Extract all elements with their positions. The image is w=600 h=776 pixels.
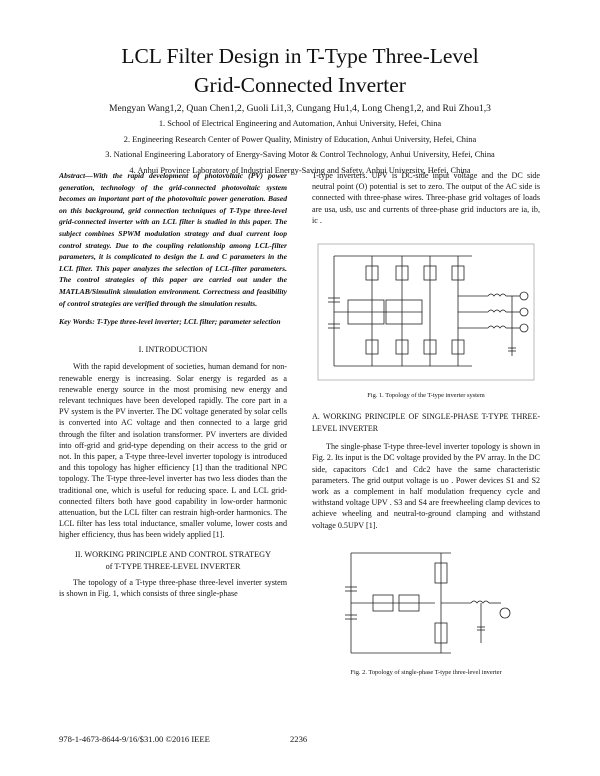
introduction-paragraph: With the rapid development of societies, human demand for non-renewable energy is increasing. Solar energy is regarded as a renewable energy source in the most promising new energy and relevant techniques have been developed rapidly. The core part in a PV system is the PV inverter. The DC voltage generated by solar cells is converted into AC voltage and then connected to a large grid through the filter and isolation transformer. PV inverters are divided into off-grid and grid-type depending on their access to the grid or not. In this paper, a T-type three-level inverter topology is introduced and this topology has higher efficiency [1] than the traditional NPC topology. The T-type three-level inverter has two less diodes than the traditional one, which is useful for reducing space. L and LCL grid-connected filters both have good capability in low-order harmonic attenuation, but the LCL filter can restrain high-order harmonics. The LCL filter has less total inductance, smaller volume, lower costs and higher efficiency, thus has been widely applied [1]. [59, 362, 287, 540]
right-paragraph-1: T-type inverters. UPV is DC-side input voltage and the DC side neutral point (O) potential is set to zero. The output of the AC side is connected with three-phase wires. Three-phase grid voltages of loads are usa, usb, usc and currents of three-phase grid inductors are ia, ib, ic . [312, 171, 540, 225]
subsection-a-heading: A. WORKING PRINCIPLE OF SINGLE-PHASE T-TYPE THREE-LEVEL INVERTER [312, 412, 540, 434]
right-column [312, 170, 540, 688]
abstract: Abstract—With the rapid development of photovoltaic (PV) power generation, technology of the grid-connected photovoltaic system becomes an important part of the photovoltaic power generation. Based on this background, grid connection techniques of T-Type three-level grid-connected inverter with an LCL filter is studied in this paper. The subject combines SPWM modulation strategy and dual current loop control strategy. Due to the coupling relationship among LCL-filter parameters, it is complicated to design the L and C parameters in the LCL filter. This paper analyzes the selection of LCL-filter parameters. The control strategies of this paper are carried out under the MATLAB/Simulink simulation environment. Correctness and feasibility of control strategies are verified through the simulation results. [59, 171, 287, 308]
figure-1-three-phase-topology [312, 236, 540, 386]
section-2-paragraph: The topology of a T-type three-phase three-level inverter system is shown in Fig. 1, which consists of three single-phase [59, 577, 287, 598]
left-column [59, 170, 287, 599]
keywords: Key Words: T-Type three-level inverter; LCL filter; parameter selection [59, 317, 281, 327]
title-line-1: LCL Filter Design in T-Type Three-Level [121, 44, 479, 68]
affiliation-2: 2. Engineering Research Center of Power Quality, Ministry of Education, Anhui University, Hefei, China [123, 134, 477, 144]
figure-2-single-phase-topology [331, 543, 521, 663]
section-2-heading-line-2: of T-TYPE THREE-LEVEL INVERTER [105, 561, 241, 571]
paper-title [0, 42, 600, 100]
author-list: Mengyan Wang1,2, Quan Chen1,2, Guoli Li1,3, Cungang Hu1,4, Long Cheng1,2, and Rui Zhou1,3 [109, 103, 491, 114]
affiliation-1: 1. School of Electrical Engineering and Automation, Anhui University, Hefei, China [158, 119, 442, 128]
section-2-heading [59, 549, 287, 573]
affiliation-3: 3. National Engineering Laboratory of Energy-Saving Motor & Control Technology, Anhui University, Hefei, China [105, 150, 495, 159]
right-paragraph-2: The single-phase T-type three-level inverter topology is shown in Fig. 2. Its input is the DC voltage provided by the PV array. In the DC side, capacitors Cdc1 and Cdc2 have the same characteristic parameters. The grid output voltage is uo . Power devices S1 and S2 work as a complement in half modulation frequency cycle and withstand voltage UPV . S3 and S4 are freewheeling clamp devices to achieve wheeling and neutral-to-ground clamping and withstand voltage 0.5UPV [1]. [312, 442, 540, 530]
affiliation-4: 4. Anhui Province Laboratory of Industrial Energy-Saving and Safety, Anhui University, Hefei, China [129, 165, 471, 175]
section-2-heading-line-1: II. WORKING PRINCIPLE AND CONTROL STRATEGY [74, 549, 272, 559]
title-line-2: Grid-Connected Inverter [194, 73, 406, 97]
page-number: 2236 [290, 734, 308, 744]
figure-1-caption: Fig. 1. Topology of the T-type inverter system [367, 392, 485, 400]
figure-2-caption: Fig. 2. Topology of single-phase T-type three-level inverter [350, 668, 502, 676]
affiliations [0, 116, 600, 178]
copyright-footer: 978-1-4673-8644-9/16/$31.00 ©2016 IEEE [59, 734, 210, 744]
section-1-heading: I. INTRODUCTION [138, 345, 208, 355]
